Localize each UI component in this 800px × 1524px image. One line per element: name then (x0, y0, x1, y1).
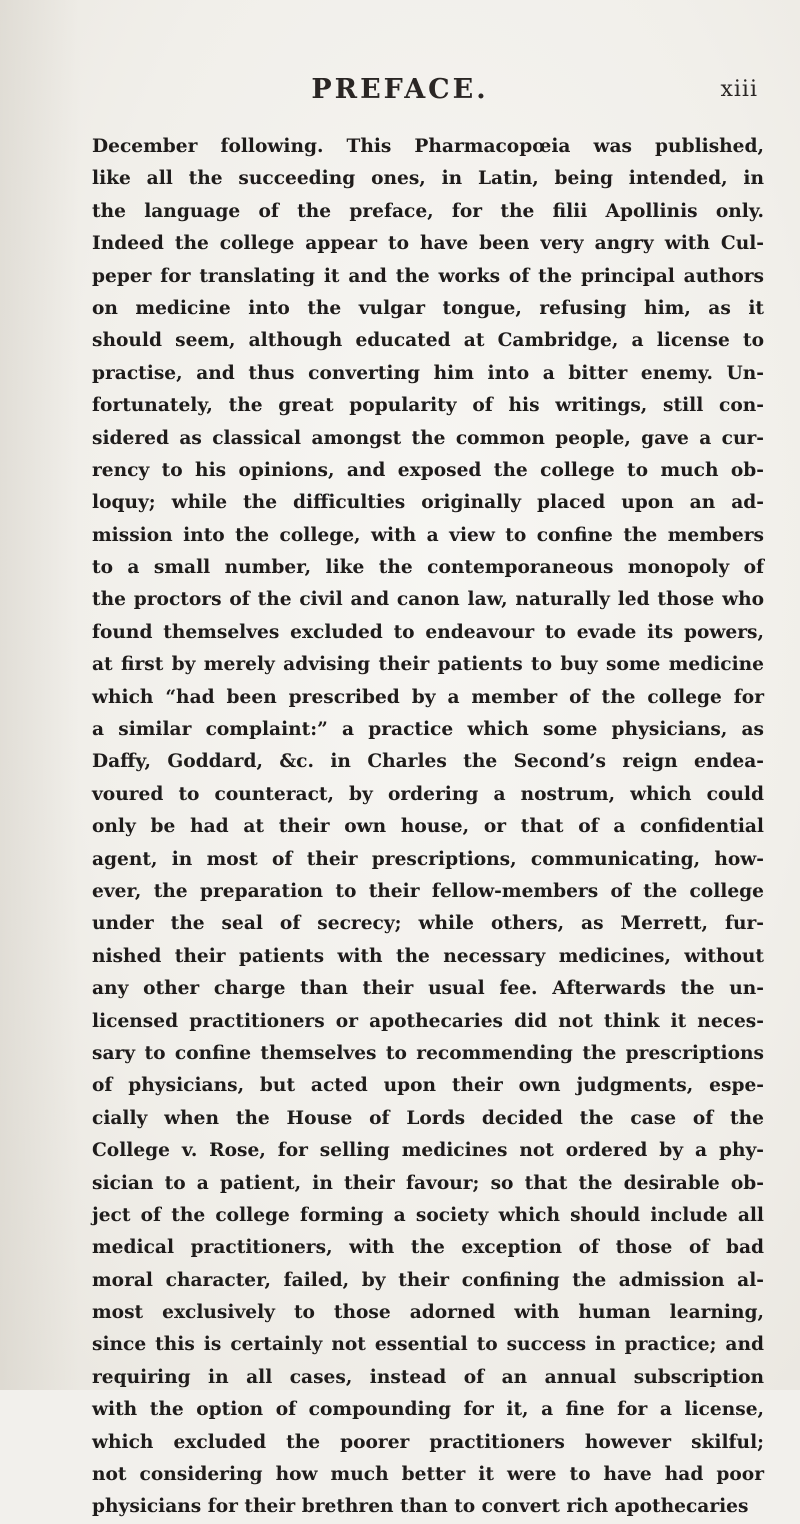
text-line: Daffy, Goddard, &c. in Charles the Second’s reign endea- (92, 751, 764, 773)
text-line: medical practitioners, with the exception of those of bad (92, 1237, 764, 1259)
running-head (0, 74, 800, 114)
body-text (92, 131, 764, 1524)
text-line: ject of the college forming a society which should include all (92, 1204, 764, 1226)
text-line: moral character, failed, by their confining the admission al- (92, 1269, 764, 1291)
text-line: sician to a patient, in their favour; so that the desirable ob- (92, 1172, 764, 1194)
text-line: rency to his opinions, and exposed the college to much ob- (92, 459, 764, 481)
text-line: to a small number, like the contemporaneous monopoly of (92, 557, 764, 579)
text-line: not considering how much better it were to have had poor (92, 1464, 764, 1486)
text-line: physicians for their brethren than to convert rich apothecaries (92, 1496, 749, 1518)
text-line: most exclusively to those adorned with human learning, (92, 1302, 764, 1324)
running-title: PREFACE. (311, 74, 489, 105)
text-line: December following. This Pharmacopœia was published, (92, 136, 764, 157)
text-line: with the option of compounding for it, a fine for a license, (92, 1399, 764, 1421)
text-line: any other charge than their usual fee. Afterwards the un- (92, 978, 764, 1000)
text-line: on medicine into the vulgar tongue, refusing him, as it (92, 297, 764, 319)
text-line: which “had been prescribed by a member of the college for (92, 686, 764, 708)
text-line: College v. Rose, for selling medicines not ordered by a phy- (92, 1140, 764, 1162)
text-line: loquy; while the difficulties originally placed upon an ad- (92, 492, 764, 514)
text-line: at first by merely advising their patients to buy some medicine (92, 654, 764, 676)
text-line: since this is certainly not essential to success in practice; and (92, 1334, 764, 1356)
text-line: sidered as classical amongst the common people, gave a cur- (92, 427, 764, 449)
text-line: voured to counteract, by ordering a nostrum, which could (92, 783, 764, 805)
text-line: under the seal of secrecy; while others, as Merrett, fur- (92, 913, 764, 935)
text-line: cially when the House of Lords decided the case of the (92, 1107, 764, 1129)
text-line: ever, the preparation to their fellow-members of the college (92, 880, 764, 902)
text-line: licensed practitioners or apothecaries did not think it neces- (92, 1010, 764, 1032)
text-line: peper for translating it and the works of the principal authors (92, 265, 764, 287)
text-line: of physicians, but acted upon their own judgments, espe- (92, 1075, 764, 1097)
text-line: a similar complaint:” a practice which some physicians, as (92, 719, 764, 741)
text-line: fortunately, the great popularity of his writings, still con- (92, 395, 764, 417)
page-number: xiii (720, 77, 758, 102)
text-line: mission into the college, with a view to confine the members (92, 524, 764, 546)
text-line: which excluded the poorer practitioners however skilful; (92, 1431, 764, 1453)
text-line: like all the succeeding ones, in Latin, being intended, in (92, 168, 764, 190)
text-line: should seem, although educated at Cambridge, a license to (92, 330, 764, 352)
text-line: Indeed the college appear to have been very angry with Cul- (92, 233, 764, 255)
spine-shadow (0, 0, 80, 1390)
text-line: nished their patients with the necessary medicines, without (92, 945, 764, 967)
text-line: agent, in most of their prescriptions, communicating, how- (92, 848, 764, 870)
text-line: only be had at their own house, or that of a confidential (92, 816, 764, 838)
text-line: the language of the preface, for the filii Apollinis only. (92, 200, 764, 222)
text-line: requiring in all cases, instead of an annual subscription (92, 1366, 764, 1388)
text-line: sary to confine themselves to recommending the prescriptions (92, 1042, 764, 1064)
text-line: found themselves excluded to endeavour to evade its powers, (92, 621, 764, 643)
text-line: the proctors of the civil and canon law, naturally led those who (92, 589, 764, 611)
text-line: practise, and thus converting him into a bitter enemy. Un- (92, 362, 764, 384)
